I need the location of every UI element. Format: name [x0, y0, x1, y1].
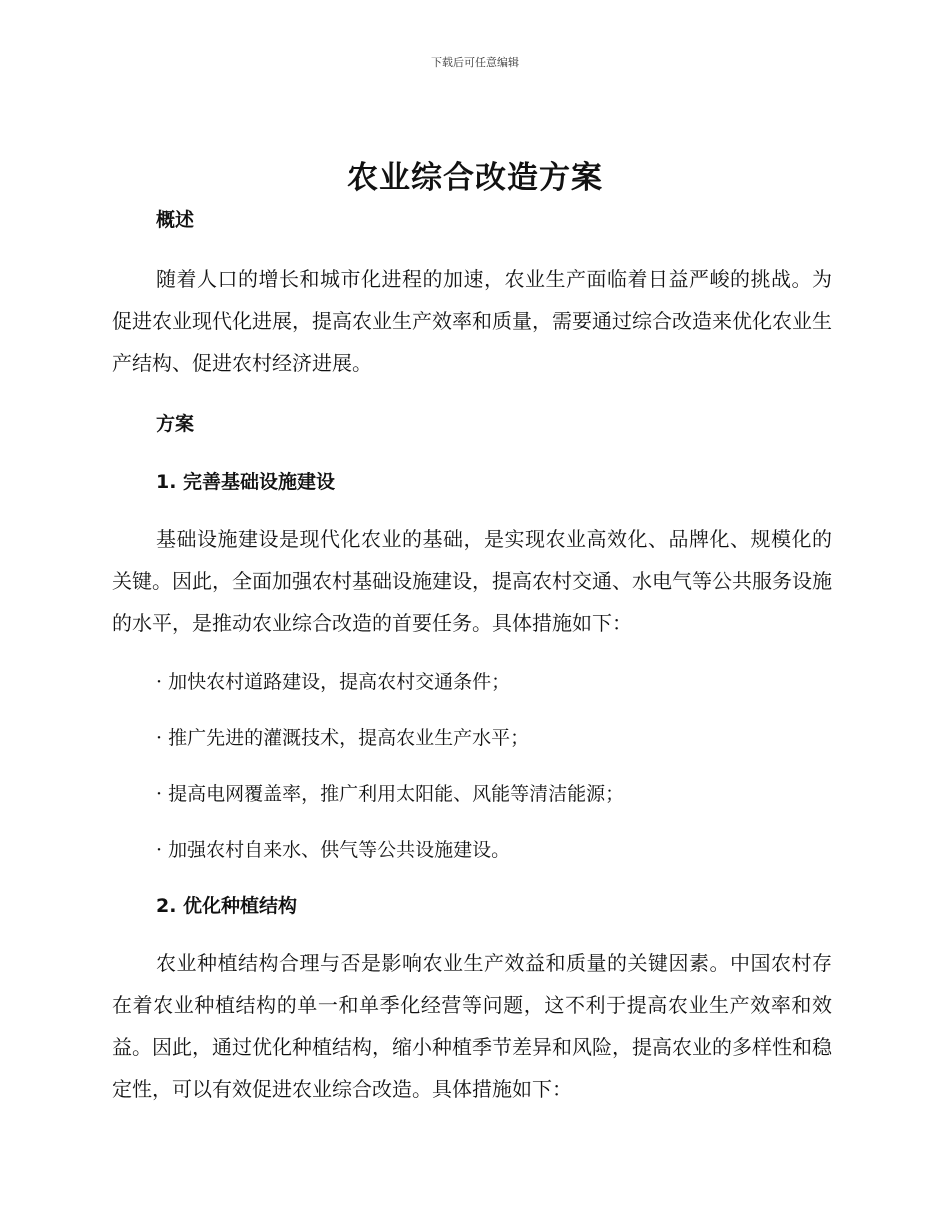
list-item: · 加强农村自来水、供气等公共设施建设。: [156, 839, 511, 861]
section-2-paragraph: 农业种植结构合理与否是影响农业生产效益和质量的关键因素。中国农村存在着农业种植结构的单一和单季化经营等问题，这不利于提高农业生产效率和效益。因此，通过优化种植结构，缩小种植季节差异和风险，提高农业的多样性和稳定性，可以有效促进农业综合改造。具体措施如下：: [112, 951, 832, 1101]
section-1-heading: 1. 完善基础设施建设: [156, 471, 336, 493]
list-item: · 推广先进的灌溉技术，提高农业生产水平；: [156, 727, 530, 749]
overview-paragraph: 随着人口的增长和城市化进程的加速，农业生产面临着日益严峻的挑战。为促进农业现代化进展，提高农业生产效率和质量，需要通过综合改造来优化农业生产结构、促进农村经济进展。: [112, 267, 832, 375]
list-item: · 提高电网覆盖率，推广利用太阳能、风能等清洁能源；: [156, 783, 625, 805]
list-item: · 加快农村道路建设，提高农村交通条件；: [156, 671, 511, 693]
section-2-heading: 2. 优化种植结构: [156, 895, 298, 917]
overview-heading: 概述: [156, 209, 195, 231]
document-title: 农业综合改造方案: [347, 160, 603, 196]
plan-heading: 方案: [156, 413, 195, 435]
document-body: [112, 202, 832, 1110]
section-1-paragraph: 基础设施建设是现代化农业的基础，是实现农业高效化、品牌化、规模化的关键。因此，全面加强农村基础设施建设，提高农村交通、水电气等公共服务设施的水平，是推动农业综合改造的首要任务。具体措施如下：: [112, 527, 832, 635]
header-note: 下载后可任意编辑: [431, 56, 519, 69]
